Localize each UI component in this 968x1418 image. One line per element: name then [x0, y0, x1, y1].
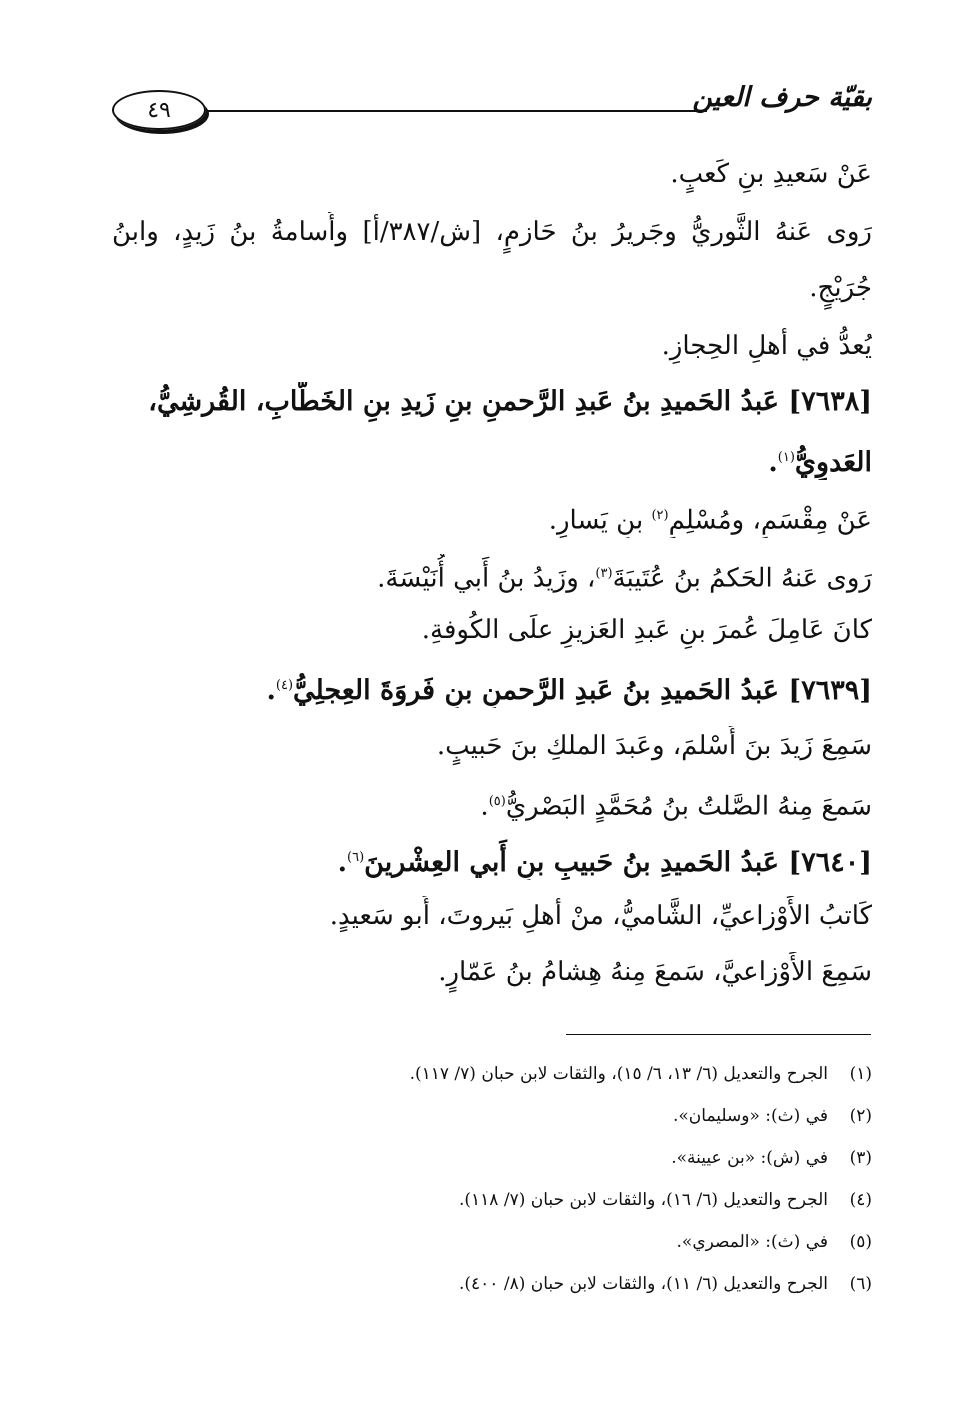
page-number-badge: [112, 90, 206, 130]
entry-7638-heading-cont: العَدوِيُّ$^{(١)}$.: [768, 447, 872, 478]
text-line: سَمِعَ الأَوْزاعيَّ، سَمعَ مِنهُ هِشامُ بنُ عَمّارٍ.: [438, 957, 872, 987]
entry-number: [٧٦٤٠]: [788, 847, 872, 878]
text-line: سَمعَ مِنهُ الصَّلتُ بنُ مُحَمَّدٍ البَصْريُّ$^{(٥)}$.: [480, 791, 872, 822]
entry-7638-heading: [112, 382, 872, 424]
footnote-number: (٦): [849, 1274, 872, 1294]
footnote-text: الجرح والتعديل (٦/ ١١)، والثقات لابن حبان (٨/ ٤٠٠).: [459, 1274, 828, 1294]
footnote-ref: (٣): [595, 566, 613, 581]
footnote-number: (٥): [849, 1232, 872, 1252]
footnote: [252, 1060, 872, 1088]
footnote-ref: (٤): [275, 678, 294, 693]
entry-7640-heading: [٧٦٤٠] عَبدُ الحَميدِ بنُ حَبيبِ بنِ أَبي العِشْرينَ$^{(٦)}$.: [337, 847, 872, 878]
entry-name: عَبدُ الحَميدِ بنُ حَبيبِ بنِ أَبي العِشْرينَ: [364, 847, 780, 878]
page-number: ٤٩: [147, 97, 171, 123]
footnote-text: في (ث): «وسليمان».: [672, 1106, 828, 1126]
entry-7639-heading: [٧٦٣٩] عَبدُ الحَميدِ بنُ عَبدِ الرَّحمنِ بنِ فَروَةَ العِجلِيُّ$^{(٤)}$.: [266, 675, 872, 706]
footnote-ref: (١): [777, 450, 795, 465]
footnote-number: (٣): [849, 1148, 872, 1168]
footnote: [252, 1186, 872, 1214]
entry-name-cont: العَدوِيُّ: [794, 447, 872, 478]
footnote: [252, 1144, 872, 1172]
footnote-text: الجرح والتعديل (٦/ ١٣، ٦/ ١٥)، والثقات لابن حبان (٧/ ١١٧).: [409, 1064, 828, 1084]
footnote: [252, 1228, 872, 1256]
entry-number: [٧٦٣٩]: [788, 675, 872, 706]
footnote-text: في (ث): «المصري».: [676, 1232, 828, 1252]
footnote-text: الجرح والتعديل (٦/ ١٦)، والثقات لابن حبان (٧/ ١١٨).: [459, 1190, 828, 1210]
text-line: عَنْ سَعيدِ بنِ كَعبٍ.: [670, 159, 872, 189]
text-line: كانَ عَامِلَ عُمرَ بنِ عَبدِ العَزيزِ علَى الكُوفةِ.: [421, 615, 872, 645]
footnote-separator: [566, 1034, 871, 1035]
text-line: عَنْ مِقْسَمٍ، ومُسْلِمٍ$^{(٢)}$ بنِ يَسارٍ.: [548, 505, 872, 536]
footnote-text: في (ش): «بن عيينة».: [671, 1148, 828, 1168]
footnote: [252, 1102, 872, 1130]
text-line: كَاتبُ الأَوْزاعيِّ، الشَّاميُّ، منْ أهلِ بَيروتَ، أَبو سَعيدٍ.: [329, 901, 872, 931]
text-line: رَوى عَنهُ الثَّوريُّ وجَريرُ بنُ حَازمٍ، [ش/٣٨٧/أ] وأُسامةُ بنُ زَيدٍ، وابنُ: [112, 217, 872, 247]
footnote-number: (٢): [849, 1106, 872, 1126]
footnote: [252, 1270, 872, 1298]
running-header: [112, 82, 872, 138]
text-line: يُعدُّ في أهلِ الحِجازِ.: [661, 331, 872, 361]
chapter-title: بقيّة حرف العين: [692, 82, 872, 113]
entry-name: عَبدُ الحَميدِ بنُ عَبدِ الرَّحمنِ بنِ زَيدِ بنِ الخَطّابِ، القُرشِيُّ،: [148, 386, 780, 417]
footnote-number: (٤): [849, 1190, 872, 1210]
footnote-ref: (٥): [488, 794, 506, 809]
entry-name: عَبدُ الحَميدِ بنُ عَبدِ الرَّحمنِ بنِ فَروَةَ العِجلِيُّ: [293, 675, 780, 706]
header-rule: [208, 110, 707, 112]
footnote-number: (١): [849, 1064, 872, 1084]
footnote-ref: (٢): [651, 508, 669, 523]
entry-number: [٧٦٣٨]: [788, 386, 872, 417]
text-line: سَمِعَ زَيدَ بنَ أَسْلمَ، وعَبدَ الملكِ بنَ حَبيبٍ.: [436, 731, 872, 761]
text-line: رَوى عَنهُ الحَكمُ بنُ عُتَيبَةَ$^{(٣)}$، وزَيدُ بنُ أَبي أُنَيْسَةَ.: [377, 563, 872, 594]
footnote-ref: (٦): [347, 850, 365, 865]
text-line: جُرَيْجٍ.: [809, 273, 872, 303]
